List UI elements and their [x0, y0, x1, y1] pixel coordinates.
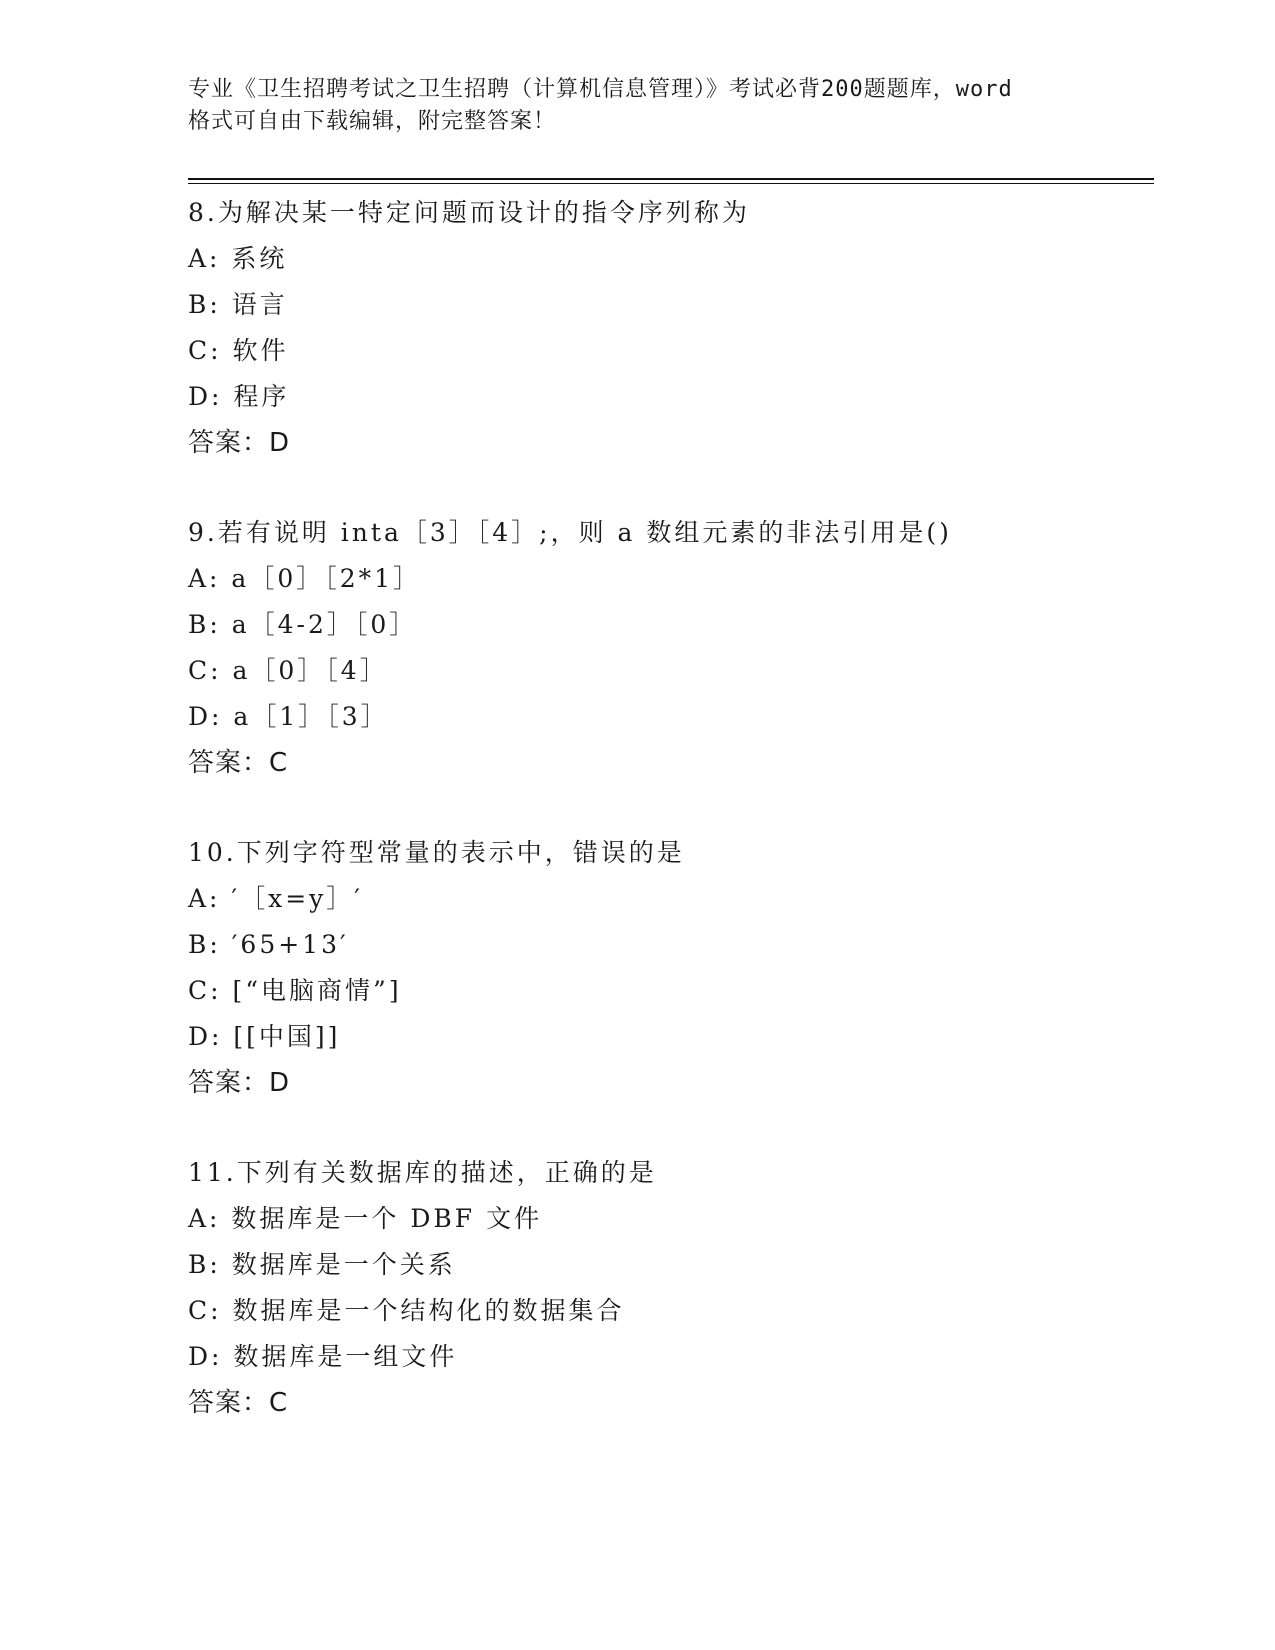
question-10	[188, 830, 1148, 1106]
question-11	[188, 1150, 1148, 1426]
option-b: B: 语言	[188, 290, 288, 319]
question-9	[188, 510, 1148, 786]
question-stem: 11.下列有关数据库的描述，正确的是	[188, 1158, 657, 1187]
option-a: A: ′［x=y］′	[188, 884, 363, 913]
question-stem: 9.若有说明 inta［3］［4］;，则 a 数组元素的非法引用是()	[188, 518, 952, 547]
header-divider-thick	[188, 178, 1154, 180]
question-8	[188, 190, 1148, 466]
option-d: D: 数据库是一组文件	[188, 1342, 458, 1371]
answer-line: 答案：D	[188, 1068, 291, 1098]
document-header	[188, 74, 1088, 138]
question-stem: 10.下列字符型常量的表示中，错误的是	[188, 838, 685, 867]
option-d: D: 程序	[188, 382, 290, 411]
option-c: C: 数据库是一个结构化的数据集合	[188, 1296, 625, 1325]
answer-line: 答案：C	[188, 748, 289, 778]
question-list	[188, 190, 1148, 1426]
option-b: B: 数据库是一个关系	[188, 1250, 456, 1279]
option-d: D: a［1］［3］	[188, 702, 389, 731]
option-a: A: 系统	[188, 244, 288, 273]
question-stem: 8.为解决某一特定问题而设计的指令序列称为	[188, 198, 750, 227]
option-b: B: ′65+13′	[188, 930, 349, 959]
option-a: A: 数据库是一个 DBF 文件	[188, 1204, 543, 1233]
option-c: C: 软件	[188, 336, 289, 365]
option-c: C: [“电脑商情”]	[188, 976, 402, 1005]
option-a: A: a［0］［2*1］	[188, 564, 422, 593]
option-c: C: a［0］［4］	[188, 656, 388, 685]
header-divider-thin	[188, 183, 1154, 184]
header-line-2: 格式可自由下载编辑，附完整答案！	[188, 109, 557, 134]
option-b: B: a［4-2］［0］	[188, 610, 418, 639]
answer-line: 答案：C	[188, 1388, 289, 1418]
answer-line: 答案：D	[188, 428, 291, 458]
header-line-1: 专业《卫生招聘考试之卫生招聘（计算机信息管理）》考试必背200题题库，word	[188, 77, 1013, 102]
option-d: D: [[中国]]	[188, 1022, 341, 1051]
